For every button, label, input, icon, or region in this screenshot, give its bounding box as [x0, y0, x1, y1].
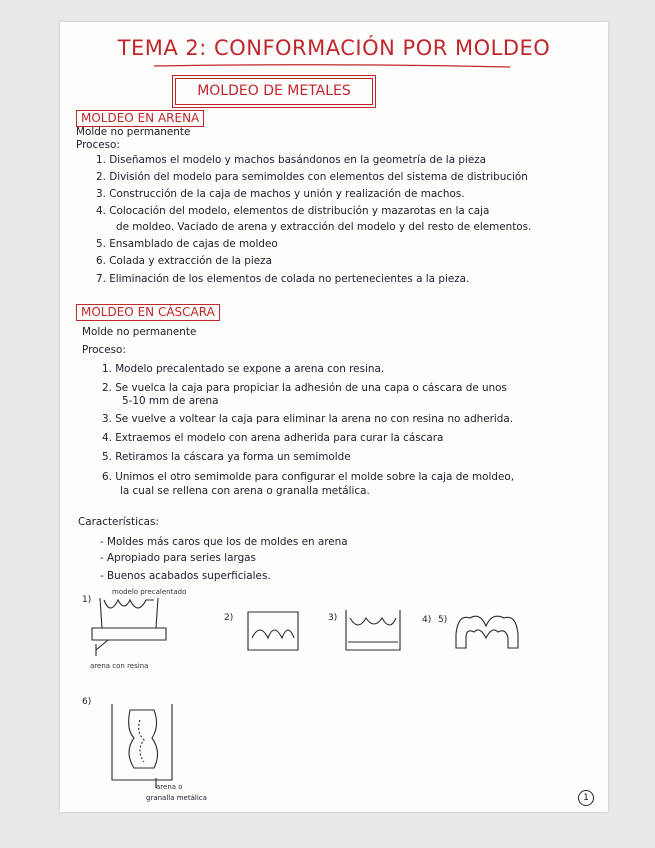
arena-step-1: 1. Diseñamos el modelo y machos basándonos en la geometría de la pieza [96, 154, 487, 166]
arena-step-4: 4. Colocación del modelo, elementos de distribución y mazarotas en la caja [96, 205, 490, 217]
note-granalla: granalla metálica [146, 794, 207, 802]
note-arena-o: arena o [156, 783, 183, 791]
cascara-process-label: Proceso: [82, 344, 126, 356]
page-number: 1 [578, 790, 594, 806]
figure-label-2: 2) [224, 613, 234, 623]
arena-step-7: 7. Eliminación de los elementos de colada no pertenecientes a la pieza. [96, 273, 470, 285]
arena-step-6: 6. Colada y extracción de la pieza [96, 255, 272, 267]
arena-step-5: 5. Ensamblado de cajas de moldeo [96, 238, 278, 250]
characteristics-label: Características: [78, 516, 159, 528]
figure-1-base [92, 628, 166, 640]
figure-3-shell [350, 618, 396, 625]
figure-5-shell [456, 616, 518, 648]
shell-molding-sketches [60, 582, 608, 792]
characteristic-3: - Buenos acabados superficiales. [100, 570, 271, 582]
page-title: TEMA 2: CONFORMACIÓN POR MOLDEO [117, 36, 551, 60]
cascara-step-6-cont: la cual se rellena con arena o granalla metálica. [120, 485, 370, 497]
figure-3-box [346, 610, 400, 650]
arena-step-4-cont: de moldeo. Vaciado de arena y extracción del modelo y del resto de elementos. [116, 221, 532, 233]
cascara-mold-type: Molde no permanente [82, 326, 197, 338]
figure-1-model [104, 600, 154, 608]
figure-label-3: 3) [328, 613, 338, 623]
figure-label-5: 5) [438, 615, 448, 625]
cascara-step-5: 5. Retiramos la cáscara ya forma un semimolde [102, 451, 351, 463]
title-underline [152, 62, 512, 70]
arena-process-label: Proceso: [76, 139, 120, 151]
figure-label-6: 6) [82, 697, 92, 707]
note-modelo-precalentado: modelo precalentado [112, 588, 187, 596]
note-arena-con-resina: arena con resina [90, 662, 149, 670]
cascara-step-1: 1. Modelo precalentado se expone a arena con resina. [102, 363, 385, 375]
characteristic-1: - Moldes más caros que los de moldes en arena [100, 536, 348, 548]
cascara-step-3: 3. Se vuelve a voltear la caja para eliminar la arena no con resina no adherida. [102, 413, 514, 425]
cascara-step-2-cont: 5-10 mm de arena [122, 395, 219, 407]
figure-6-cavity [139, 720, 144, 762]
figure-1-pointer [96, 640, 108, 656]
arena-mold-type: Molde no permanente [76, 126, 191, 138]
characteristic-2: - Apropiado para series largas [100, 552, 256, 564]
heading-moldeo-cascara: MOLDEO EN CÁSCARA [76, 304, 220, 321]
cascara-step-6: 6. Unimos el otro semimolde para configurar el molde sobre la caja de moldeo, [102, 471, 515, 483]
figure-2-cavity [252, 630, 294, 638]
notebook-page [60, 22, 608, 812]
arena-step-2: 2. División del modelo para semimoldes con elementos del sistema de distribución [96, 171, 528, 183]
arena-step-3: 3. Construcción de la caja de machos y unión y realización de machos. [96, 188, 465, 200]
section-subtitle: MOLDEO DE METALES [175, 78, 373, 105]
figure-label-4: 4) [422, 615, 432, 625]
cascara-step-2: 2. Se vuelca la caja para propiciar la adhesión de una capa o cáscara de unos [102, 382, 507, 394]
heading-moldeo-arena: MOLDEO EN ARENA [76, 110, 204, 127]
figure-label-1: 1) [82, 595, 92, 605]
cascara-step-4: 4. Extraemos el modelo con arena adherida para curar la cáscara [102, 432, 444, 444]
